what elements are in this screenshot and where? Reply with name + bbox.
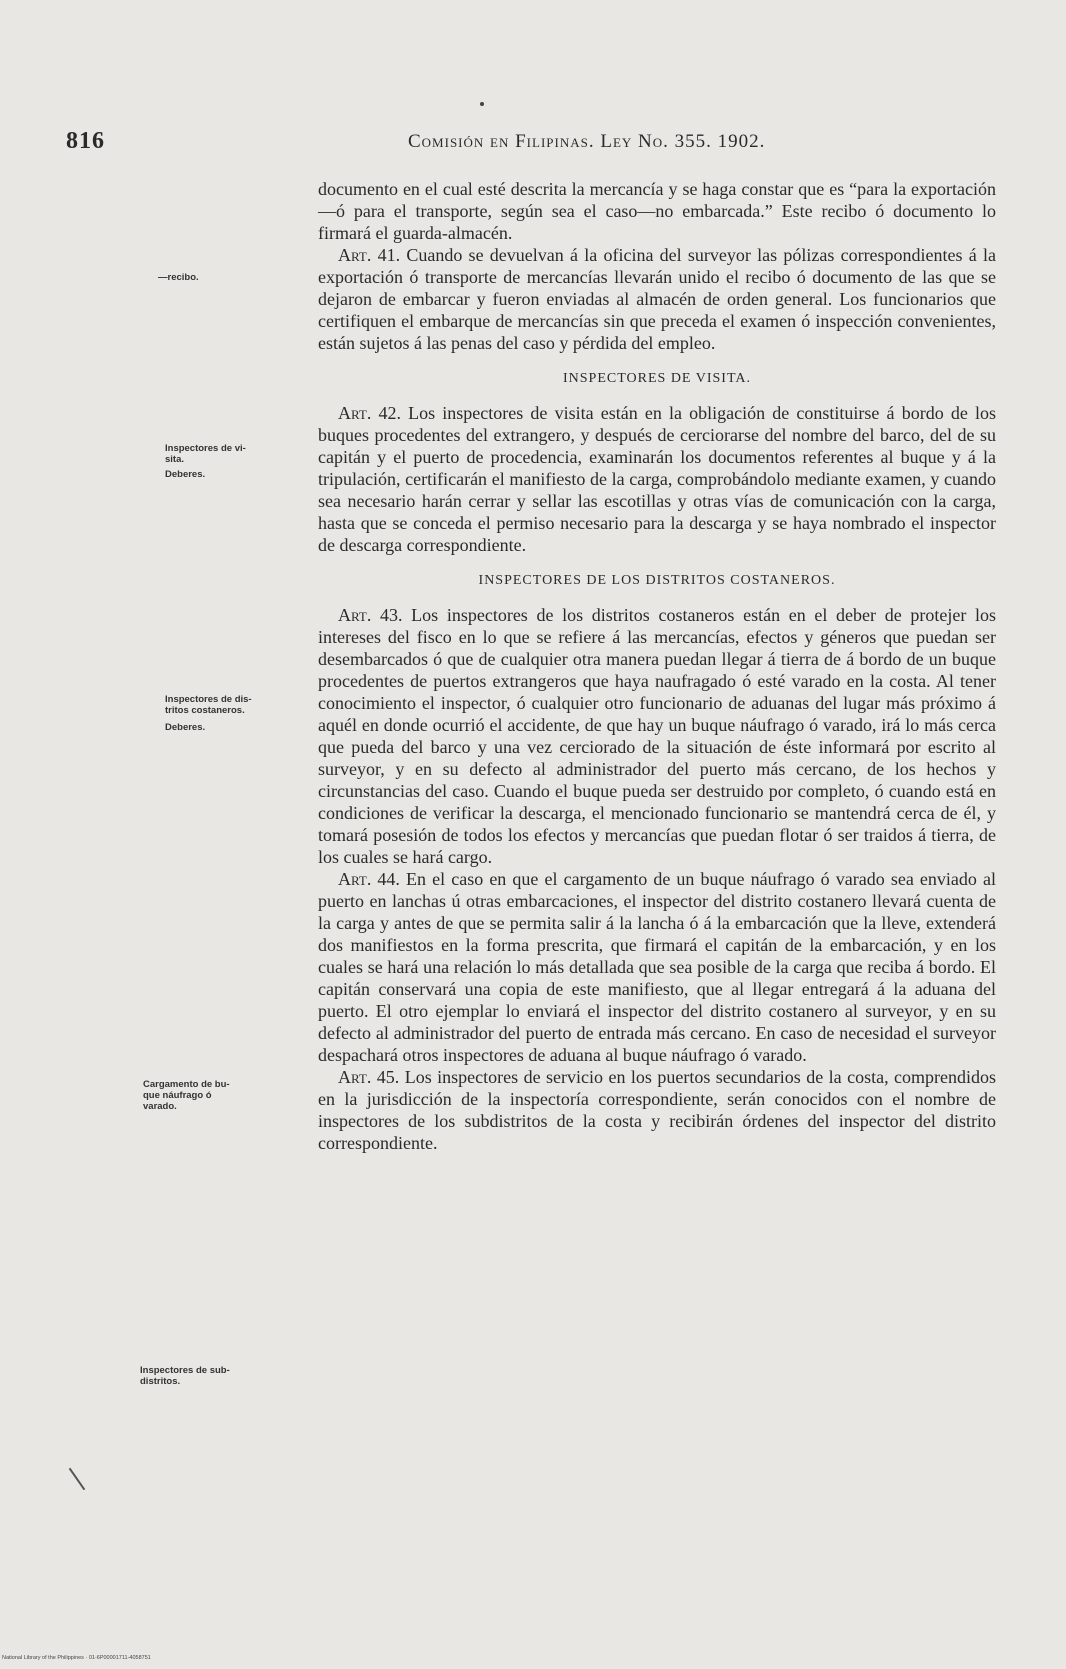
article-text: Los inspectores de visita están en la obligación de constituirse á bordo de los buques procedentes del extrangero, y después de cerciorarse del nombre del barco, del de su capitán y el puerto de procedencia, examinarán los documentos referentes al buque y á la tripulación, certificarán el manifiesto de la carga, comprobándolo mediante examen, y cuando sea necesario harán cerrar y sellar las escotillas y otras vías de comunicación con la carga, hasta que se conceda el permiso necesario para la descarga y se haya nombrado el inspector de descarga correspondiente. bbox=[318, 403, 996, 555]
page-number: 816 bbox=[66, 128, 105, 154]
article-45 bbox=[318, 1066, 996, 1154]
article-41 bbox=[318, 244, 996, 354]
margin-note-line: Cargamento de bu- bbox=[143, 1079, 230, 1090]
margin-note-line: —recibo. bbox=[158, 272, 199, 283]
stray-pencil-mark bbox=[69, 1468, 86, 1490]
article-43 bbox=[318, 604, 996, 868]
library-footer-note: National Library of the Philippines · 01-6P00001711-4058751 bbox=[2, 1655, 151, 1661]
section-heading-visita: INSPECTORES DE VISITA. bbox=[563, 371, 751, 386]
running-header: Comisión en Filipinas. Ley No. 355. 1902. bbox=[408, 131, 766, 152]
body-text bbox=[318, 178, 996, 1154]
article-label: Art. 44. bbox=[338, 869, 400, 889]
margin-note-line: Deberes. bbox=[165, 722, 206, 733]
margin-note-line: Inspectores de dis- bbox=[165, 694, 252, 705]
article-label: Art. 41. bbox=[338, 245, 401, 265]
margin-note-line: que náufrago ó bbox=[143, 1090, 212, 1101]
margin-note-line: Inspectores de sub- bbox=[140, 1365, 230, 1376]
article-42 bbox=[318, 402, 996, 556]
article-text: Cuando se devuelvan á la oficina del surveyor las pólizas correspondientes á la exportación ó transporte de mercancías llevarán unido el recibo ó documento de las que se dejaron de embarcar y fueron enviadas al almacén de orden general. Los funcionarios que certifiquen el embarque de mercancías sin que preceda el examen ó inspección convenientes, están sujetos á las penas del caso y pérdida del empleo. bbox=[318, 245, 996, 353]
header-dot bbox=[480, 102, 484, 106]
article-label: Art. 42. bbox=[338, 403, 401, 423]
margin-note-line: Inspectores de vi- bbox=[165, 443, 246, 454]
article-44 bbox=[318, 868, 996, 1066]
article-text: En el caso en que el cargamento de un buque náufrago ó varado sea enviado al puerto en lanchas ú otras embarcaciones, el inspector del distrito costanero llevará cuenta de la carga y antes de que se permita salir á la lancha ó á la embarcación que la lleve, extenderá dos manifiestos en la forma prescrita, que firmará el capitán de la embarcación, y en los cuales se hará una relación lo más detallada que sea posible de la carga que reciba á bordo. El capitán conservará una copia de este manifiesto, que al llegar entregará á la aduana del puerto. El otro ejemplar lo enviará el inspector del distrito costanero al surveyor, y en su defecto al administrador del puerto de entrada más cercano. En caso de necesidad el surveyor despachará otros inspectores de aduana al buque náufrago ó varado. bbox=[318, 869, 996, 1065]
section-heading-distritos: INSPECTORES DE LOS DISTRITOS COSTANEROS. bbox=[478, 573, 836, 588]
margin-note-line: distritos. bbox=[140, 1376, 181, 1387]
article-text: Los inspectores de servicio en los puertos secundarios de la costa, comprendidos en la jurisdicción de la inspectoría correspondiente, serán conocidos con el nombre de inspectores de los subdistritos de la costa y recibirán órdenes del inspector del distrito correspondiente. bbox=[318, 1067, 996, 1153]
article-text: Los inspectores de los distritos costaneros están en el deber de protejer los intereses del fisco en lo que se refiere á las mercancías, efectos y géneros que puedan ser desembarcados ó que de cualquier otra manera puedan llegar á tierra de á bordo de un buque procedentes de puertos extrangeros que haya naufragado ó esté varado en la costa. Al tener conocimiento el inspector, ó cualquier otro funcionario de aduanas del lugar más próximo á aquél en donde ocurrió el accidente, de que hay un buque náufrago ó varado, irá lo más cerca que pueda del barco y una vez cerciorado de la situación de éste informará por escrito al surveyor, y en su defecto al administrador del puerto más cercano, de los hechos y circunstancias del caso. Cuando el buque pueda ser destruido por completo, ó cuando está en condiciones de verificar la descarga, el mencionado funcionario se mantendrá cerca de él, y tomará posesión de todos los efectos y mercancías que puedan flotar ó ser traidos á tierra, de los cuales se hará cargo. bbox=[318, 605, 996, 867]
margin-note-line: Deberes. bbox=[165, 469, 206, 480]
margin-note-distritos bbox=[165, 694, 252, 733]
margin-note-line: tritos costaneros. bbox=[165, 705, 245, 716]
margin-note-line: sita. bbox=[165, 454, 185, 465]
article-label: Art. 45. bbox=[338, 1067, 400, 1087]
margin-note-subdistritos bbox=[140, 1365, 230, 1387]
margin-note-line: varado. bbox=[143, 1101, 177, 1112]
article-label: Art. 43. bbox=[338, 605, 403, 625]
margin-note-recibo bbox=[158, 272, 199, 283]
margin-note-visita bbox=[165, 443, 246, 480]
paragraph-intro: documento en el cual esté descrita la mercancía y se haga constar que es “para la exportación—ó para el transporte, según sea el caso—no embarcada.” Este recibo ó documento lo firmará el guarda-almacén. bbox=[318, 179, 996, 243]
margin-note-cargamento bbox=[143, 1079, 230, 1112]
